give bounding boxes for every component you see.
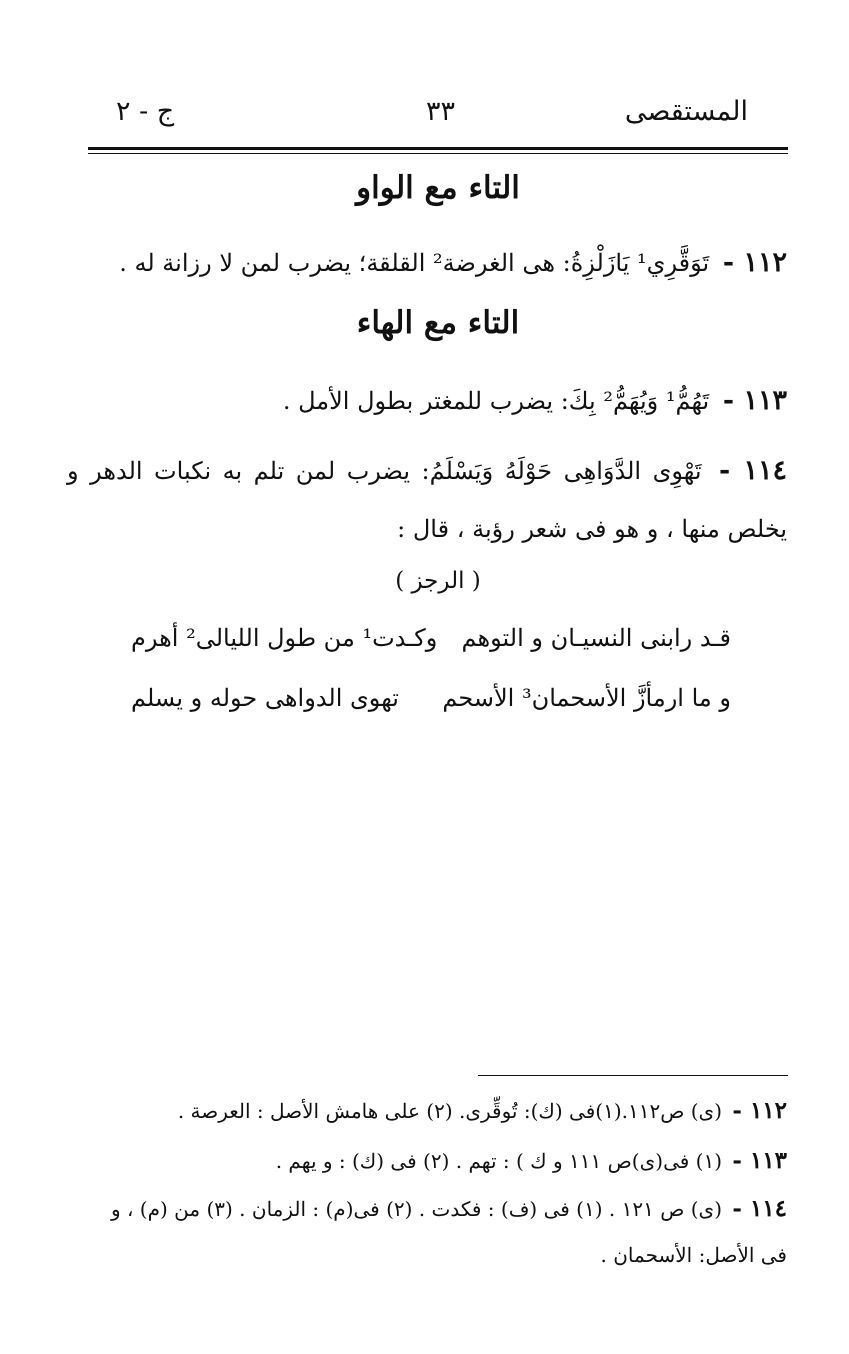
verse-first-hemistich: و ما ارمأزَّ الأسحمان³ الأسحم [442,684,731,712]
verse-second-hemistich: وكـدت¹ من طول الليالى² أهرم [131,624,438,652]
verse-second-hemistich: تهوى الدواهى حوله و يسلم [131,684,399,712]
page-header [88,96,788,136]
entry-number: ١١٢ - [722,247,787,278]
running-title: المستقصى [624,96,748,127]
header-rule [88,147,788,150]
entry-text: تَهُمُّ¹ وَيُهَمُّ² بِكَ: يضرب للمغتر بطول الأمل . [282,387,710,415]
entry-number: ١١٤ - [719,455,787,486]
section-heading: التاء مع الواو [356,170,520,206]
footnote-number: ١١٣ - [732,1147,787,1174]
entry-text: تَوَقَّرِي¹ يَازَلْزِةُ: هى الغرضة² القلقة؛ يضرب لمن لا رزانة له . [119,249,710,277]
footnote-rule [478,1075,788,1076]
proverb-entry [67,372,787,430]
header-rule-thin [88,153,788,154]
poem-verse [131,684,731,724]
footnote [97,1138,787,1184]
proverb-entry [67,442,787,558]
page-number: ٣٣ [426,96,456,127]
proverb-entry [67,234,787,292]
footnote [97,1088,787,1134]
footnote-number: ١١٤ - [732,1195,787,1222]
poem-verse [131,624,731,664]
verse-first-hemistich: قـد رابنى النسيـان و التوهم [461,624,731,652]
poem-meter: ( الرجز ) [395,568,481,594]
footnote-number: ١١٢ - [732,1097,787,1124]
entry-text: تَهْوِى الدَّوَاهِى حَوْلَهُ وَيَسْلَمُ: يضرب لمن تلم به نكبات الدهر و يخلص منها ، و هو فى شعر رؤبة ، قال : [67,457,787,543]
volume-label: ج - ٢ [116,96,175,127]
section-heading: التاء مع الهاء [356,305,520,341]
footnote-text: (ى) ص١١٢.(١)فى (ك): تُوقِّرى. (٢) على هامش الأصل : العرصة . [177,1099,723,1123]
footnote-text: (ى) ص ١٢١ . (١) فى (ف) : فكدت . (٢) فى(م) : الزمان . (٣) من (م) ، و فى الأصل: الأسحمان . [110,1197,787,1267]
footnote [97,1186,787,1278]
footnote-text: (١) فى(ى)ص ١١١ و ك ) : تهم . (٢) فى (ك) : و يهم . [275,1149,723,1173]
entry-number: ١١٣ - [722,385,787,416]
